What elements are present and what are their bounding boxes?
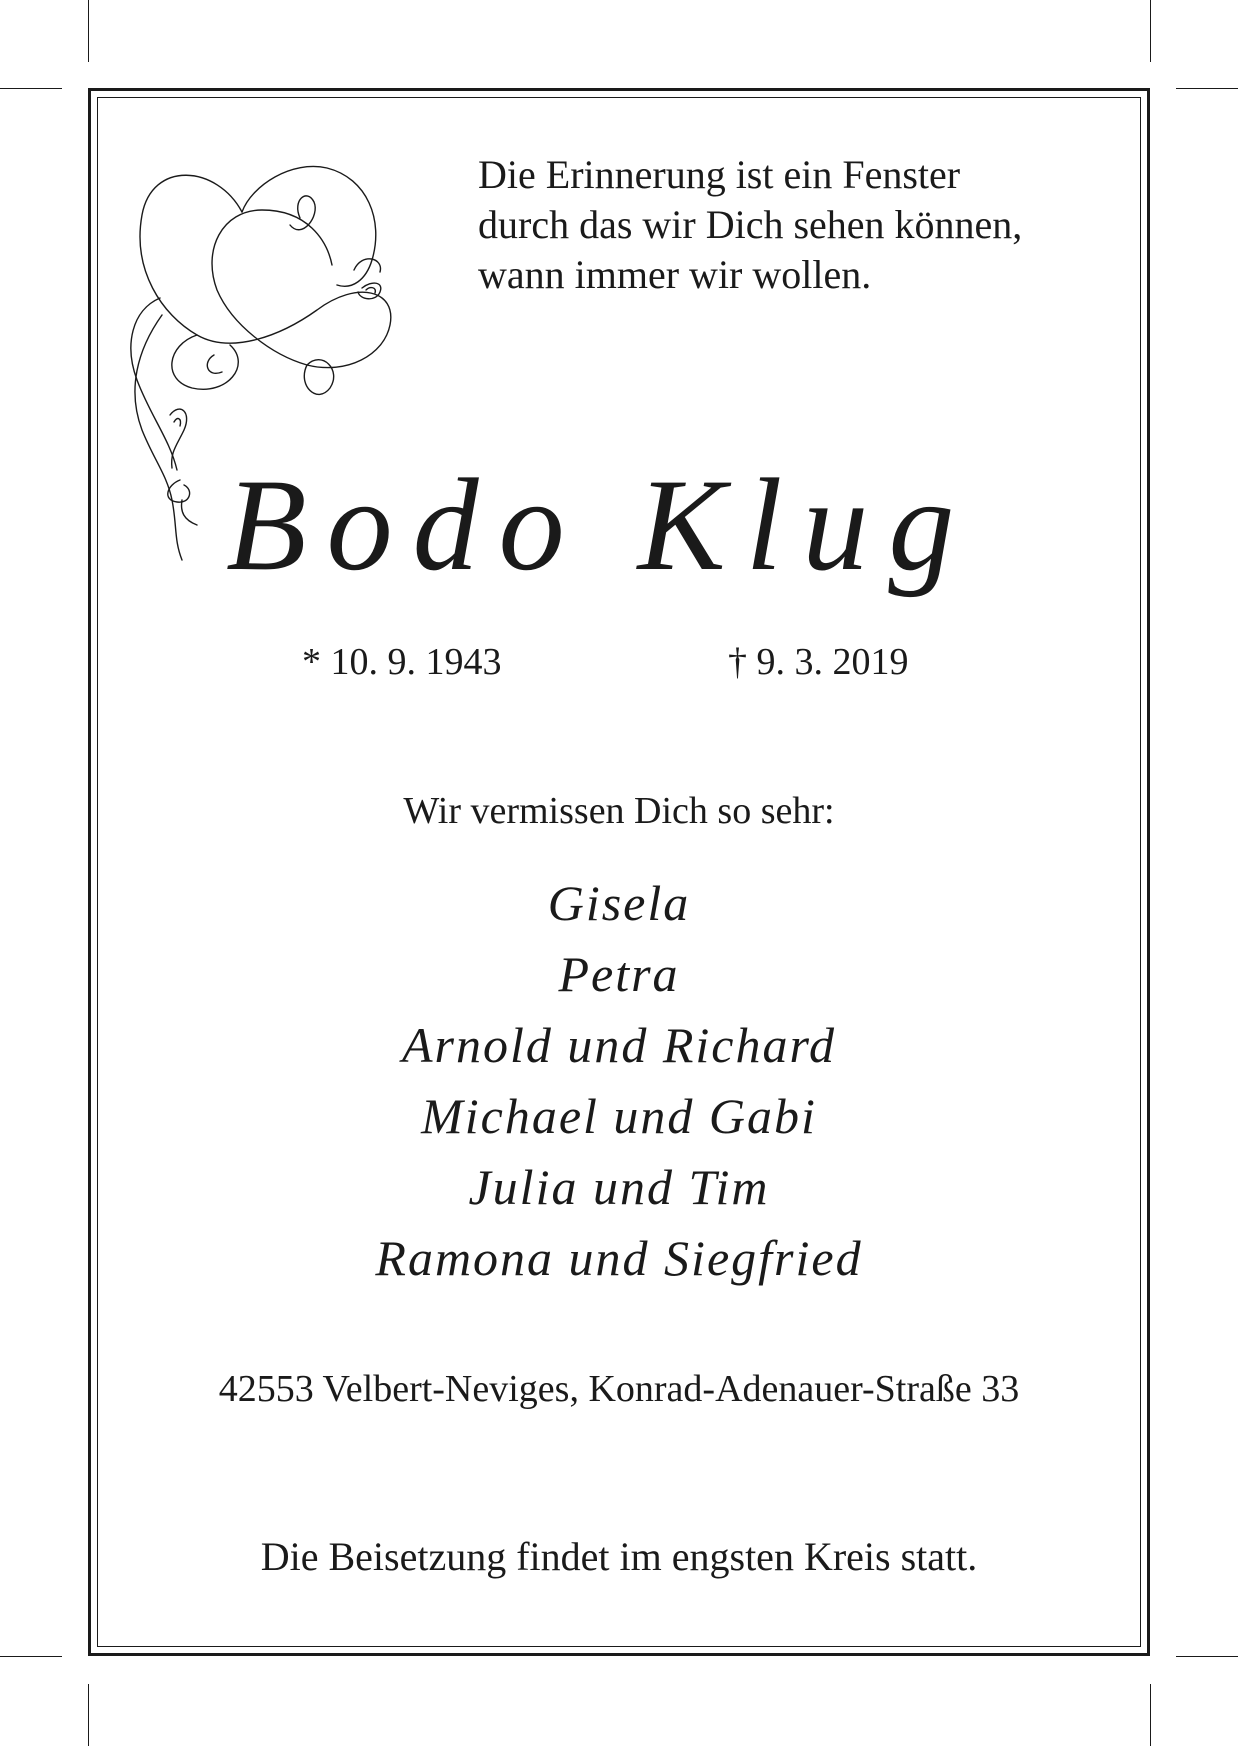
mourner-name: Gisela bbox=[547, 875, 691, 931]
deceased-name: Bodo Klug bbox=[226, 451, 975, 598]
crop-mark-top-left bbox=[88, 0, 89, 62]
mourner-name: Arnold und Richard bbox=[401, 1017, 837, 1073]
memorial-quote bbox=[478, 150, 1118, 300]
crop-mark-bottom-right bbox=[1150, 1684, 1151, 1746]
quote-line: Die Erinnerung ist ein Fenster bbox=[478, 152, 961, 197]
crop-mark-bottom-left bbox=[88, 1684, 89, 1746]
crop-mark-right-bottom bbox=[1176, 1656, 1238, 1657]
quote-line: wann immer wir wollen. bbox=[478, 252, 872, 297]
mourners-list bbox=[0, 868, 1238, 1294]
mourner-name: Petra bbox=[558, 946, 680, 1002]
mourner-name: Julia und Tim bbox=[468, 1159, 770, 1215]
crop-mark-top-right bbox=[1150, 0, 1151, 62]
mourner-name: Ramona und Siegfried bbox=[375, 1230, 863, 1286]
mourner-name: Michael und Gabi bbox=[421, 1088, 817, 1144]
death-date: † 9. 3. 2019 bbox=[728, 641, 909, 683]
mourners-intro: Wir vermissen Dich so sehr: bbox=[403, 790, 835, 832]
crop-mark-right-top bbox=[1176, 88, 1238, 89]
birth-date: * 10. 9. 1943 bbox=[302, 641, 502, 683]
quote-line: durch das wir Dich sehen können, bbox=[478, 202, 1023, 247]
crop-mark-left-top bbox=[0, 88, 62, 89]
crop-mark-left-bottom bbox=[0, 1656, 62, 1657]
funeral-note: Die Beisetzung findet im engsten Kreis statt. bbox=[260, 1534, 978, 1579]
address: 42553 Velbert-Neviges, Konrad-Adenauer-Straße 33 bbox=[218, 1368, 1020, 1410]
